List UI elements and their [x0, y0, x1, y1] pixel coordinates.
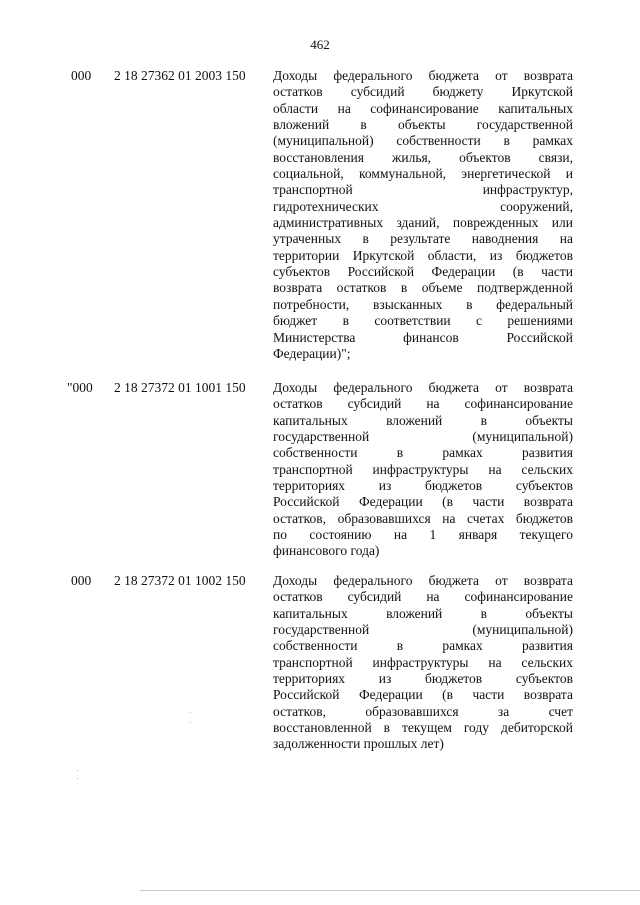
admin-code: 000 — [71, 68, 92, 83]
description-line: гидротехнических сооружений, — [273, 198, 573, 214]
description-line: капитальных вложений в объекты — [273, 605, 573, 621]
admin-code: 000 — [71, 573, 92, 588]
description-line: по состоянию на 1 января текущего — [273, 527, 573, 543]
description-line: государственной (муниципальной) — [273, 429, 573, 445]
description-line: потребности, взысканных в федеральный — [273, 296, 573, 312]
description-line: Доходы федерального бюджета от возврата — [273, 573, 573, 588]
description-line: капитальных вложений в объекты — [273, 412, 573, 428]
description-line: Российской Федерации (в части возврата — [273, 494, 573, 510]
description-line: восстановления жилья, объектов связи, — [273, 149, 573, 165]
scan-speck — [77, 770, 78, 771]
description-line: остатков субсидий на софинансирование — [273, 589, 573, 605]
entry-description — [273, 573, 573, 753]
scan-edge-line — [140, 890, 640, 891]
page-number: 462 — [310, 37, 330, 52]
description-line: задолженности прошлых лет) — [273, 736, 444, 752]
description-line: государственной (муниципальной) — [273, 622, 573, 638]
description-line: Доходы федерального бюджета от возврата — [273, 68, 573, 83]
description-line: Доходы федерального бюджета от возврата — [273, 380, 573, 395]
scan-speck — [77, 778, 78, 779]
scan-speck — [190, 712, 191, 713]
description-line: утраченных в результате наводнения на — [273, 231, 573, 247]
scan-speck — [190, 722, 191, 723]
description-line: Российской Федерации (в части возврата — [273, 687, 573, 703]
description-line: транспортной инфраструктур, — [273, 182, 573, 198]
description-line: остатков субсидий на софинансирование — [273, 396, 573, 412]
description-line: возврата остатков в объеме подтвержденной — [273, 280, 573, 296]
description-line: территориях из бюджетов субъектов — [273, 478, 573, 494]
description-line: Федерации)"; — [273, 345, 351, 361]
description-line: остатков, образовавшихся за счет — [273, 703, 573, 719]
description-line: восстановленной в текущем году дебиторской — [273, 720, 573, 736]
description-line: субъектов Российской Федерации (в части — [273, 264, 573, 280]
description-line: (муниципальной) собственности в рамках — [273, 133, 573, 149]
description-line: собственности в рамках развития — [273, 638, 573, 654]
description-line: бюджет в соответствии с решениями — [273, 313, 573, 329]
budget-classification-code: 2 18 27372 01 1001 150 — [114, 380, 246, 395]
description-line: транспортной инфраструктуры на сельских — [273, 654, 573, 670]
entry-description — [273, 380, 573, 560]
description-line: транспортной инфраструктуры на сельских — [273, 461, 573, 477]
description-line: собственности в рамках развития — [273, 445, 573, 461]
description-line: административных зданий, поврежденных или — [273, 215, 573, 231]
description-line: финансового года) — [273, 543, 380, 559]
description-line: вложений в объекты государственной — [273, 117, 573, 133]
description-line: остатков субсидий бюджету Иркутской — [273, 84, 573, 100]
admin-code: "000 — [67, 380, 93, 395]
description-line: социальной, коммунальной, энергетической и — [273, 166, 573, 182]
entry-description — [273, 68, 573, 362]
description-line: территориях из бюджетов субъектов — [273, 671, 573, 687]
budget-classification-code: 2 18 27362 01 2003 150 — [114, 68, 246, 83]
description-line: остатков, образовавшихся на счетах бюджетов — [273, 510, 573, 526]
description-line: области на софинансирование капитальных — [273, 100, 573, 116]
description-line: территории Иркутской области, из бюджетов — [273, 247, 573, 263]
description-line: Министерства финансов Российской — [273, 329, 573, 345]
budget-classification-code: 2 18 27372 01 1002 150 — [114, 573, 246, 588]
